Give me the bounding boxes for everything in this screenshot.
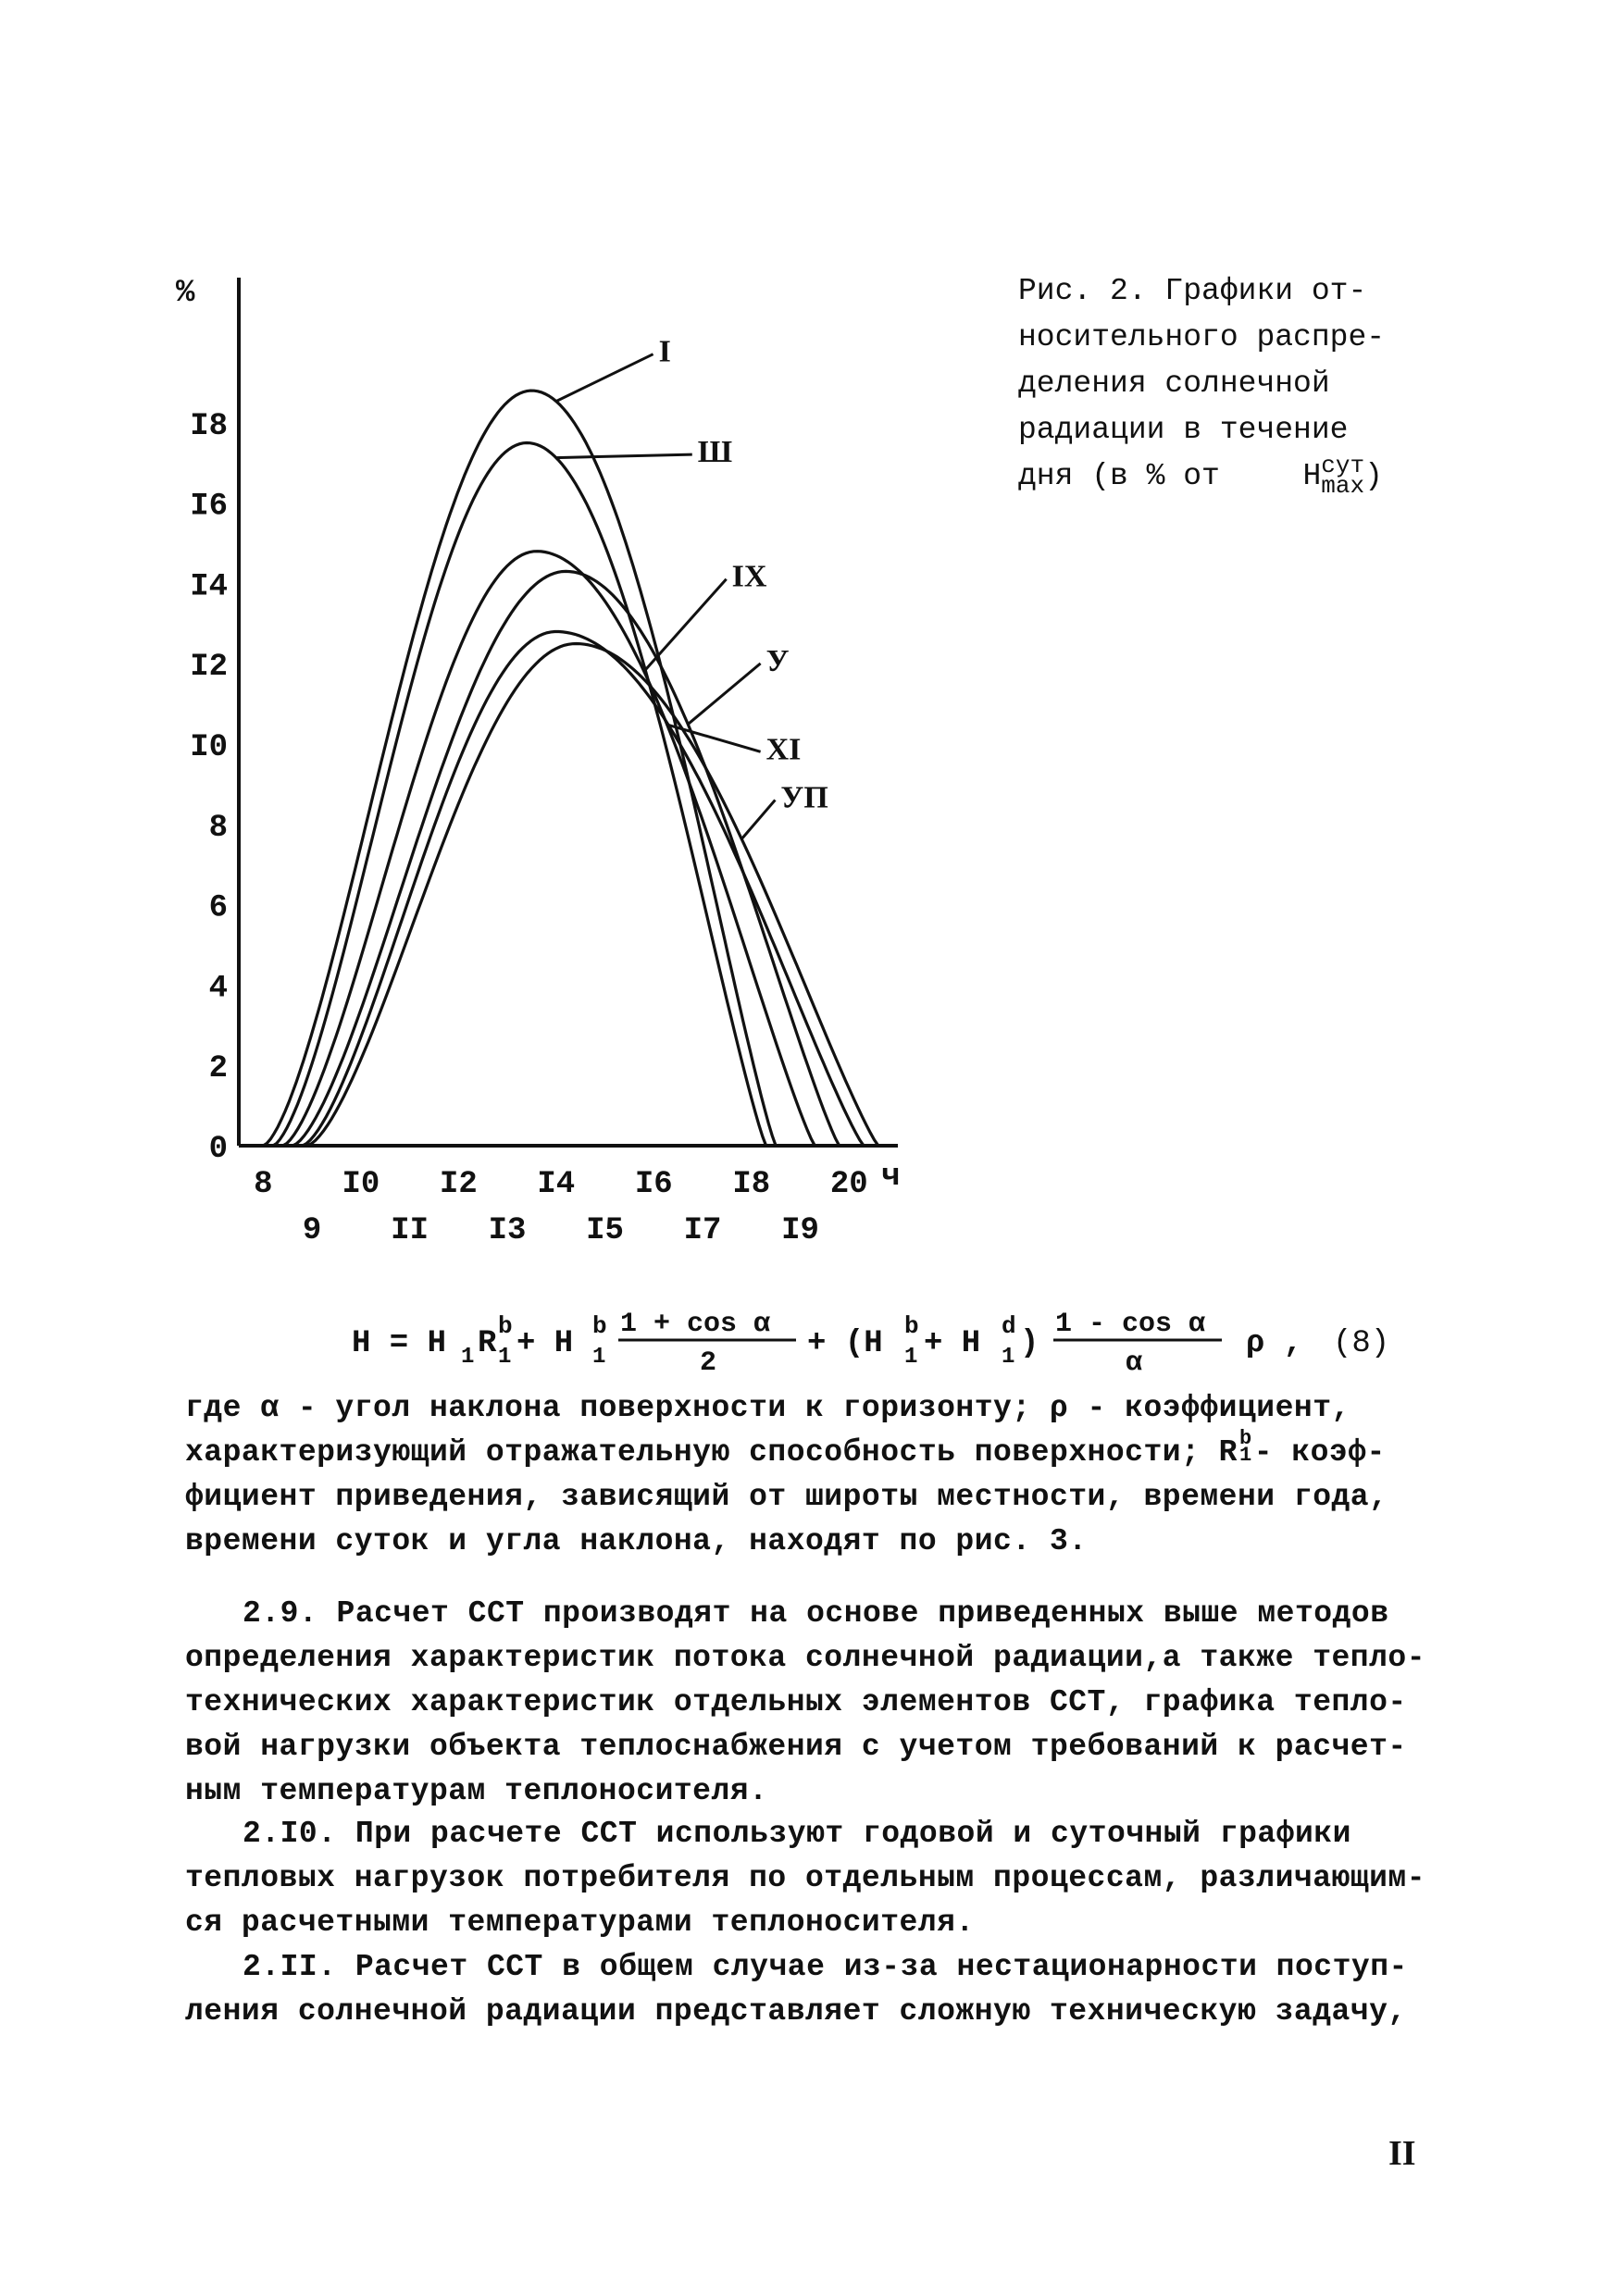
leader-line xyxy=(556,354,653,402)
text-line xyxy=(185,1592,1439,1636)
curve-label-XI: XI xyxy=(765,732,802,767)
formula-close: ) xyxy=(1020,1326,1039,1361)
formula-sub: 1 xyxy=(498,1345,512,1370)
x-tick-label: I4 xyxy=(537,1167,576,1202)
caption-line-last xyxy=(1018,453,1402,500)
paragraph-2-10 xyxy=(185,1812,1439,1945)
text-line xyxy=(185,1769,1439,1814)
formula-sub: 1 xyxy=(461,1345,475,1370)
text-line xyxy=(185,1681,1439,1725)
text-line xyxy=(185,1636,1439,1681)
curve-label-I: I xyxy=(658,334,671,369)
formula-lhs: H = H xyxy=(352,1326,447,1361)
x-tick-label: I2 xyxy=(439,1167,478,1202)
p2-line: 2.I0. При расчете ССТ используют годовой и суточный графики xyxy=(243,1817,1351,1851)
where-line: характеризующий отражательную способность поверхности; R xyxy=(185,1435,1238,1470)
formula-rho: ρ , xyxy=(1246,1326,1303,1361)
series-line-XI xyxy=(303,632,865,1147)
x-tick-label: I8 xyxy=(732,1167,771,1202)
text-line xyxy=(185,1856,1439,1901)
formula-svg xyxy=(352,1296,1462,1379)
x-tick-label: 8 xyxy=(254,1167,273,1202)
caption-line: радиации в течение xyxy=(1018,413,1349,447)
x-axis-unit-label: ч xyxy=(881,1160,901,1195)
leader-line xyxy=(644,579,727,672)
radiation-chart xyxy=(157,250,990,1268)
curve-label-IX: IX xyxy=(731,559,767,594)
formula-8 xyxy=(352,1296,1462,1379)
x-tick-label: I9 xyxy=(781,1213,819,1248)
series-line-У xyxy=(292,571,840,1146)
fraction2-numerator: 1 - cos α xyxy=(1055,1309,1206,1340)
p1-line: технических характеристик отдельных элементов ССТ, графика тепло- xyxy=(185,1685,1407,1719)
fraction2-denominator: α xyxy=(1126,1347,1143,1379)
formula-sub: 1 xyxy=(592,1345,606,1370)
formula-plus: + H xyxy=(924,1326,981,1361)
r-sup: b xyxy=(1238,1427,1252,1450)
formula-sup: b xyxy=(498,1312,513,1340)
x-tick-label: I7 xyxy=(683,1213,722,1248)
p2-line: ся расчетными температурами теплоносителя. xyxy=(185,1905,975,1940)
text-line xyxy=(185,1475,1439,1520)
paragraph-2-11 xyxy=(185,1945,1439,2034)
y-tick-label: I8 xyxy=(190,408,228,444)
p2-line: тепловых нагрузок потребителя по отдельным процессам, различающим- xyxy=(185,1861,1426,1895)
y-tick-label: 4 xyxy=(208,971,228,1007)
text-line xyxy=(185,1812,1439,1856)
where-line: где α - угол наклона поверхности к горизонту; ρ - коэффициент, xyxy=(185,1391,1350,1425)
x-tick-label: I5 xyxy=(586,1213,624,1248)
where-line: времени суток и угла наклона, находят по рис. 3. xyxy=(185,1524,1088,1558)
text-line xyxy=(185,1427,1439,1475)
p1-line: ным температурам теплоносителя. xyxy=(185,1774,768,1808)
formula-sup: b xyxy=(904,1312,919,1340)
p3-line: 2.II. Расчет ССТ в общем случае из-за нестационарности поступ- xyxy=(243,1950,1408,1984)
formula-sup: d xyxy=(1002,1312,1016,1340)
x-tick-label: II xyxy=(391,1213,429,1248)
page-number: II xyxy=(1388,2134,1416,2173)
y-tick-label: I2 xyxy=(190,650,228,686)
paragraph-2-9 xyxy=(185,1592,1439,1814)
r-sub: 1 xyxy=(1238,1444,1252,1467)
h-sub: max xyxy=(1321,472,1365,501)
formula-sub: 1 xyxy=(904,1345,918,1370)
chart-axes xyxy=(239,278,898,1146)
where-paragraph xyxy=(185,1386,1439,1564)
series-line-I xyxy=(263,391,776,1146)
p1-line: вой нагрузки объекта теплоснабжения с учетом требований к расчет- xyxy=(185,1730,1407,1764)
y-tick-label: I0 xyxy=(190,730,228,765)
leader-line xyxy=(556,454,692,457)
y-tick-label: I6 xyxy=(190,489,228,525)
leader-line xyxy=(688,664,760,725)
y-tick-labels xyxy=(190,409,228,1167)
x-tick-label: I0 xyxy=(342,1167,380,1202)
text-line xyxy=(185,1725,1439,1769)
figure-caption xyxy=(1018,268,1402,500)
formula-number: (8) xyxy=(1333,1326,1390,1361)
x-tick-label: 20 xyxy=(829,1167,868,1202)
x-tick-label: I6 xyxy=(634,1167,673,1202)
formula-r: R xyxy=(478,1326,497,1361)
fraction1-numerator: 1 + cos α xyxy=(620,1309,771,1340)
leader-line xyxy=(741,800,775,838)
caption-line: Рис. 2. Графики от- xyxy=(1018,274,1367,308)
y-tick-label: 0 xyxy=(208,1132,228,1167)
chart-curves xyxy=(263,391,878,1146)
curve-label-У: У xyxy=(765,643,790,678)
p3-line: ления солнечной радиации представляет сложную техническую задачу, xyxy=(185,1994,1407,2029)
y-tick-label: I4 xyxy=(190,569,228,605)
x-tick-label: 9 xyxy=(302,1213,322,1248)
fraction1-denominator: 2 xyxy=(700,1347,717,1379)
caption-close: ) xyxy=(1364,459,1383,493)
curve-label-Ш: Ш xyxy=(697,435,733,470)
y-axis-label: % xyxy=(176,276,195,311)
caption-line: носительного распре- xyxy=(1018,320,1386,354)
formula-plus: + H xyxy=(517,1326,574,1361)
where-line: фициент приведения, зависящий от широты местности, времени года, xyxy=(185,1480,1388,1514)
x-tick-labels xyxy=(254,1167,867,1248)
y-tick-label: 2 xyxy=(208,1051,228,1087)
text-line xyxy=(185,1520,1439,1564)
caption-line: деления солнечной xyxy=(1018,366,1330,401)
text-line xyxy=(185,1386,1439,1431)
h-max-symbol: H xyxy=(1302,459,1322,493)
y-tick-label: 6 xyxy=(208,890,228,926)
formula-sub: 1 xyxy=(1002,1345,1015,1370)
text-line xyxy=(185,1901,1439,1945)
curve-label-УП: УП xyxy=(780,780,828,815)
x-tick-label: I3 xyxy=(488,1213,527,1248)
text-line xyxy=(185,1990,1439,2034)
formula-sup: b xyxy=(592,1312,607,1340)
y-tick-label: 8 xyxy=(208,810,228,846)
h-sup: сут xyxy=(1321,452,1365,480)
text-line xyxy=(185,1945,1439,1990)
where-tail: - коэф- xyxy=(1253,1435,1386,1470)
caption-line: дня (в % от xyxy=(1018,459,1220,493)
formula-mid: + (H xyxy=(807,1326,883,1361)
p1-line: 2.9. Расчет ССТ производят на основе приведенных выше методов xyxy=(243,1596,1389,1631)
p1-line: определения характеристик потока солнечной радиации,а также тепло- xyxy=(185,1641,1426,1675)
